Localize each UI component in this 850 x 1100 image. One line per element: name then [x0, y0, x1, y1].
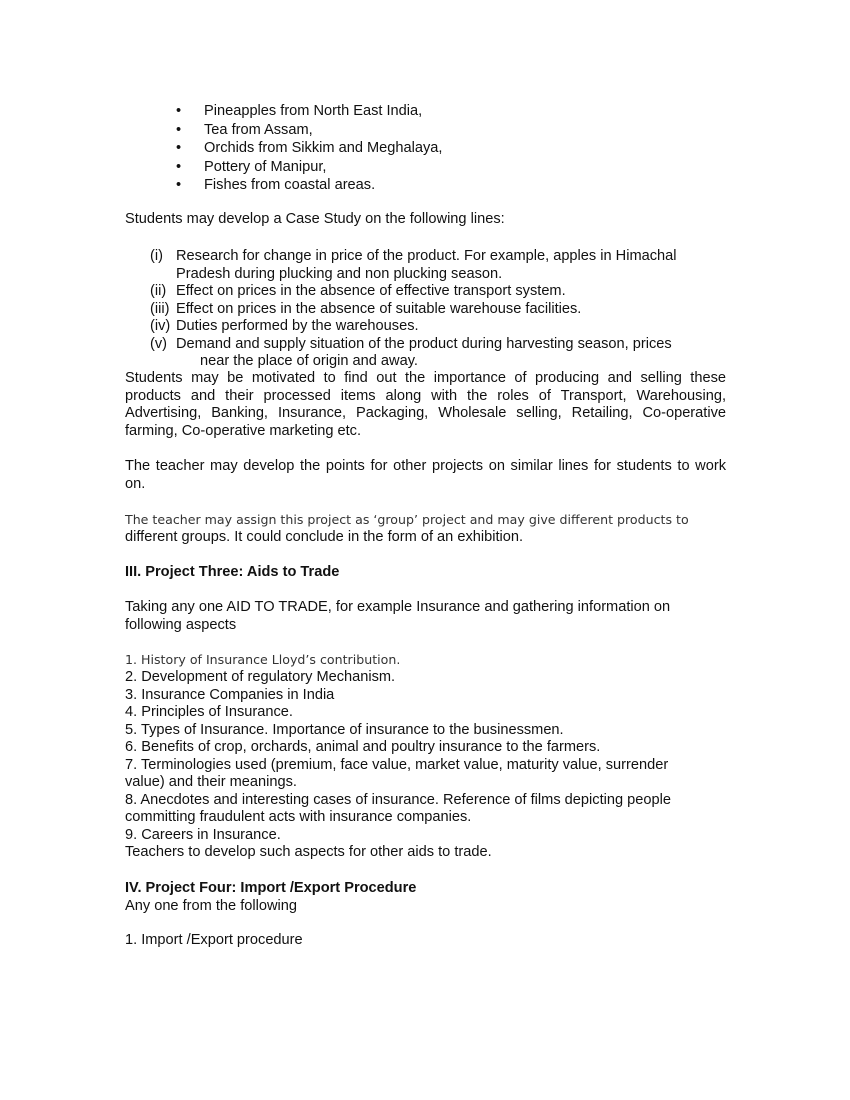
case-study-intro: Students may develop a Case Study on the following lines:: [125, 211, 505, 227]
bullet-icon: •: [176, 140, 182, 156]
list-item: 7. Terminologies used (premium, face value, market value, maturity value, surrender: [125, 756, 669, 773]
project-three-intro: following aspects: [125, 617, 237, 633]
list-item: 3. Insurance Companies in India: [125, 686, 335, 703]
list-item: 6. Benefits of crop, orchards, animal and poultry insurance to the farmers.: [125, 739, 601, 755]
list-item: 1. History of Insurance Lloyd’s contribution.: [125, 652, 401, 667]
bullet-icon: •: [176, 103, 182, 119]
list-item: 8. Anecdotes and interesting cases of insurance. Reference of films depicting people: [125, 791, 671, 808]
list-item: 5. Types of Insurance. Importance of insurance to the businessmen.: [125, 721, 564, 738]
bullet-icon: •: [176, 177, 182, 193]
document-page: • Pineapples from North East India, • Tea from Assam, • Orchids from Sikkim and Meghalaya, • Pottery of Manipur, • Fishes from coastal areas. Students may develop a Case Study on the following lines: (i) Research for change in price of the product. For example, apples in Himachal Pradesh during plucking and non plucking season. (ii) Effect on prices in the absence of effective transport system. (iii) Effect on prices in the absence of suitable warehouse facilities. (iv) Duties performed by the warehouses. (v) Demand and supply situation of the product during harvesting season, prices near the place of origin and away. Students may be motivated to find out the importance of producing and selling these products and their processed items along with the roles of Transport, Warehousing, Advertising, Banking, Insurance, Packaging, Wholesale selling, Retailing, Co-operative farming, Co-operative marketing etc. The teacher may develop the points for other projects on similar lines for students to work on. The teacher may assign this project as ‘group’ project and may give different products to different groups. It could conclude in the form of an exhibition. III. Project Three: Aids to Trade Taking any one AID TO TRADE, for example Insurance and gathering information on following aspects 1. History of Insurance Lloyd’s contribution. 2. Development of regulatory Mechanism. 3. Insurance Companies in India 4. Principles of Insurance. 5. Types of Insurance. Importance of insurance to the businessmen. 6. Benefits of crop, orchards, animal and poultry insurance to the farmers. 7. Terminologies used (premium, face value, market value, maturity value, surrender value) and their meanings. 8. Anecdotes and interesting cases of insurance. Reference of films depicting people committing fraudulent acts with insurance companies. 9. Careers in Insurance. Teachers to develop such aspects for other aids to trade. IV. Project Four: Import /Export Procedure Any one from the following 1. Import /Export procedure: [125, 103, 726, 948]
project-four-intro: Any one from the following: [125, 898, 297, 914]
project-three-intro: Taking any one AID TO TRADE, for example Insurance and gathering information on: [125, 599, 671, 615]
section-heading-project-four: IV. Project Four: Import /Export Procedure: [125, 880, 417, 896]
list-item-continuation: value) and their meanings.: [125, 774, 297, 790]
paragraph-assign-line: different groups. It could conclude in the form of an exhibition.: [125, 529, 524, 545]
list-item: 9. Careers in Insurance.: [125, 826, 281, 843]
list-item: 1. Import /Export procedure: [125, 932, 303, 948]
list-item: (i) Research for change in price of the product. For example, apples in Himachal: [150, 248, 677, 264]
list-item-continuation: near the place of origin and away.: [200, 353, 418, 369]
paragraph-motivation: Students may be motivated to find out the importance of producing and selling these products and their processed items along with the roles of Transport, Warehousing, Advertising, Banking, Insurance, Packaging, Wholesale selling, Retailing, Co-operative farming, Co-operative marketing etc.: [125, 370, 726, 439]
list-item: (ii) Effect on prices in the absence of effective transport system.: [150, 283, 566, 299]
list-item: (iii) Effect on prices in the absence of suitable warehouse facilities.: [150, 300, 582, 317]
list-item-continuation: committing fraudulent acts with insurance companies.: [125, 809, 472, 825]
list-item: (iv) Duties performed by the warehouses.: [150, 318, 419, 334]
bullet-icon: •: [176, 121, 182, 138]
list-item: 2. Development of regulatory Mechanism.: [125, 669, 396, 685]
list-item: 4. Principles of Insurance.: [125, 704, 293, 720]
closing-note: Teachers to develop such aspects for other aids to trade.: [125, 844, 492, 860]
section-heading-project-three: III. Project Three: Aids to Trade: [125, 564, 340, 580]
paragraph-assign-line: The teacher may assign this project as ‘group’ project and may give different products to: [125, 512, 689, 527]
list-item-continuation: Pradesh during plucking and non plucking season.: [176, 265, 503, 282]
bullet-icon: •: [176, 158, 182, 175]
paragraph-teacher-develop: The teacher may develop the points for other projects on similar lines for students to work on.: [125, 458, 726, 492]
list-item: (v) Demand and supply situation of the product during harvesting season, prices: [150, 335, 672, 352]
